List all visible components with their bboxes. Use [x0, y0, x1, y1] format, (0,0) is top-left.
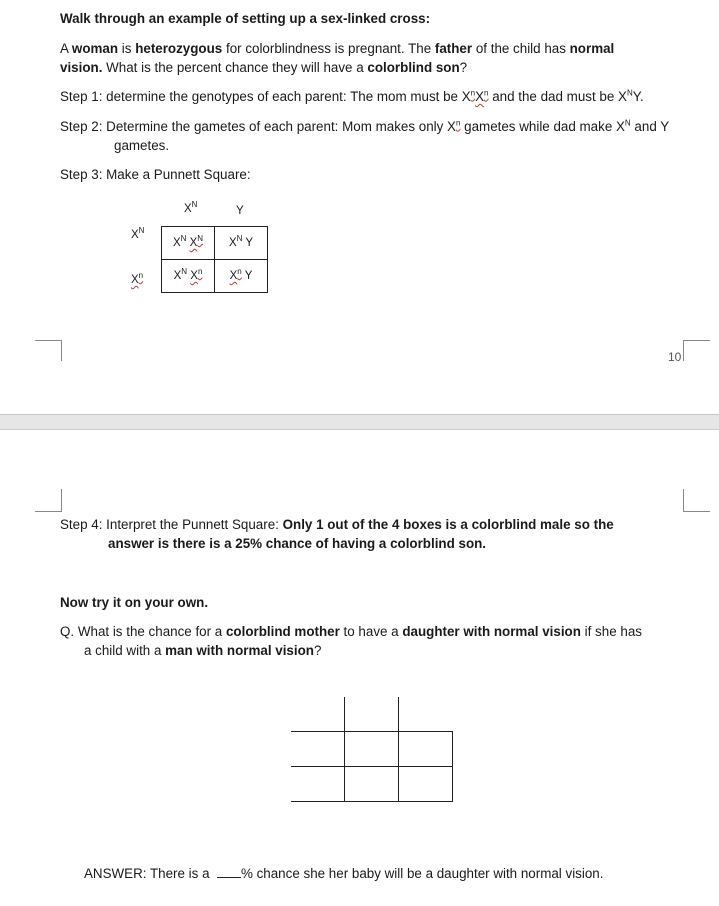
crop-mark	[35, 489, 62, 512]
punnett-row-header-1: $X^N$	[131, 226, 145, 241]
intro-line-2: vision. What is the percent chance they will have a colorblind son?	[60, 60, 468, 75]
punnett-row-header-2: $X^n$	[131, 271, 144, 286]
step-2: Step 2: Determine the gametes of each parent: Mom makes only $X^n$ gametes while dad make $X^N$ and Y	[60, 118, 670, 134]
punnett-input-cell[interactable]	[291, 767, 345, 802]
punnett-input-cell[interactable]	[399, 767, 453, 802]
crop-mark	[683, 340, 710, 361]
question-line-1: Q. What is the chance for a colorblind mother to have a daughter with normal vision if she has	[60, 624, 642, 639]
step-1: Step 1: determine the genotypes of each parent: The mom must be $X^nX^n$ and the dad must be $X^NY$.	[60, 88, 644, 104]
punnett-input-cell[interactable]	[345, 697, 399, 732]
punnett-cell: $X^N$ $X^n$	[162, 260, 215, 293]
answer-line: ANSWER: There is a % chance she her baby will be a daughter with normal vision.	[84, 866, 604, 881]
punnett-col-header-2: Y	[236, 205, 244, 217]
heading: Walk through an example of setting up a sex-linked cross:	[60, 11, 431, 26]
step-4-cont: answer is there is a 25% chance of having a colorblind son.	[108, 536, 487, 551]
page-break	[0, 414, 719, 430]
step-4: Step 4: Interpret the Punnett Square: Only 1 out of the 4 boxes is a colorblind male so the	[60, 517, 614, 532]
question-line-2: a child with a man with normal vision?	[84, 643, 322, 658]
crop-mark	[35, 340, 62, 361]
punnett-input-cell[interactable]	[291, 732, 345, 767]
punnett-cell: $X^N$ Y	[215, 227, 268, 260]
punnett-input-cell[interactable]	[399, 732, 453, 767]
punnett-square	[161, 226, 268, 293]
page-number: 10	[668, 350, 682, 364]
punnett-input-cell[interactable]	[345, 767, 399, 802]
intro-line-1: A woman is heterozygous for colorblindness is pregnant. The father of the child has normal	[60, 41, 615, 56]
step-3: Step 3: Make a Punnett Square:	[60, 167, 251, 182]
empty-punnett-square[interactable]	[291, 697, 453, 802]
answer-blank[interactable]	[217, 865, 241, 878]
punnett-input-cell[interactable]	[399, 697, 453, 732]
punnett-col-header-1: $X^N$	[184, 200, 198, 215]
punnett-input-cell[interactable]	[345, 732, 399, 767]
page-1	[0, 0, 719, 414]
punnett-cell: $X^N$ $X^N$	[162, 227, 215, 260]
step-2-cont: gametes.	[114, 138, 170, 153]
punnett-input-cell[interactable]	[291, 697, 345, 732]
now-try-heading: Now try it on your own.	[60, 595, 209, 610]
punnett-cell: $X^n$ Y	[215, 260, 268, 293]
crop-mark	[683, 489, 710, 512]
